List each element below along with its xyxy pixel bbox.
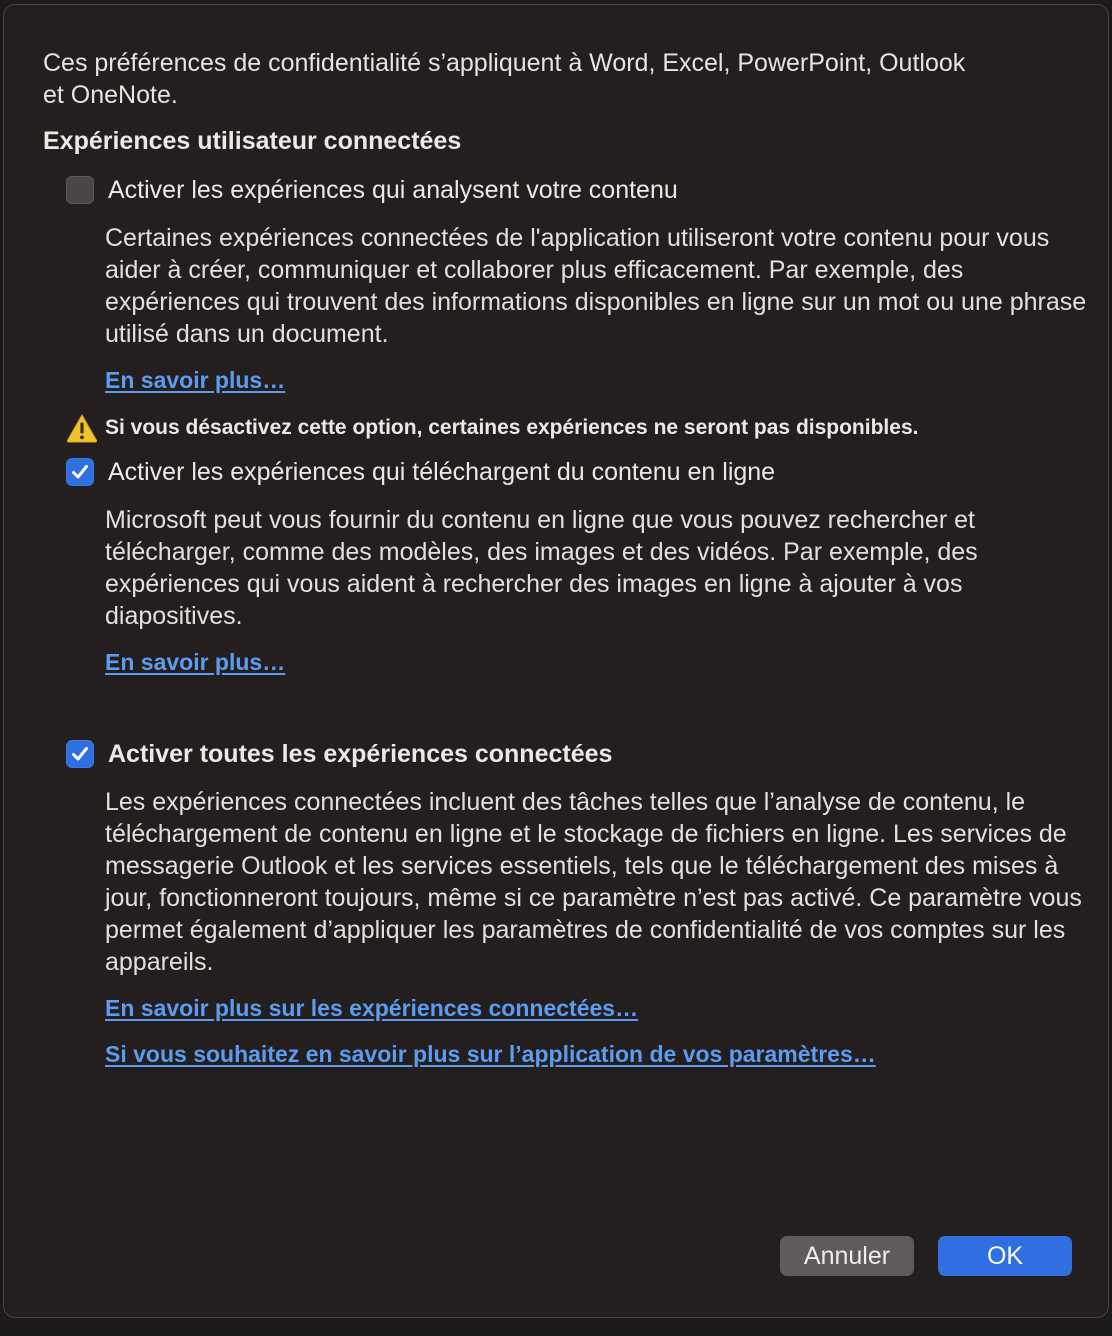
warning-message — [66, 411, 918, 445]
download-content-label[interactable]: Activer les expériences qui téléchargent du contenu en ligne — [108, 458, 776, 486]
download-content-option[interactable] — [66, 456, 775, 488]
warning-text: Si vous désactivez cette option, certaines expériences ne seront pas disponibles. — [105, 416, 919, 439]
learn-more-link-download[interactable]: En savoir plus… — [105, 649, 286, 675]
section-title: Expériences utilisateur connectées — [43, 127, 462, 155]
learn-more-connected-experiences-link[interactable]: En savoir plus sur les expériences connectées… — [105, 995, 639, 1021]
learn-more-link-analyze[interactable]: En savoir plus… — [105, 367, 286, 393]
cancel-button[interactable]: Annuler — [780, 1236, 914, 1276]
checkmark-icon — [70, 744, 90, 764]
download-content-checkbox[interactable] — [66, 458, 94, 486]
warning-triangle-icon — [66, 413, 98, 443]
checkmark-icon — [70, 462, 90, 482]
all-connected-experiences-option[interactable] — [66, 738, 612, 770]
analyze-content-option[interactable] — [66, 174, 678, 206]
download-content-description: Microsoft peut vous fournir du contenu en ligne que vous pouvez rechercher et télécharger, comme des modèles, des images et des vidéos. Par exemple, des expériences qui vous aident à rechercher des images en ligne à ajouter à vos diapositives. — [105, 506, 978, 630]
all-connected-experiences-description: Les expériences connectées incluent des tâches telles que l’analyse de contenu, le téléchargement de contenu en ligne et le stockage de fichiers en ligne. Les services de messagerie Outlook et les services essentiels, tels que le téléchargement des mises à jour, fonctionneront toujours, même si ce paramètre n’est pas activé. Ce paramètre vous permet également d’appliquer les paramètres de confidentialité de vos comptes sur les appareils. — [105, 788, 1082, 976]
intro-text — [43, 47, 1053, 111]
intro-line-1: Ces préférences de confidentialité s’appliquent à Word, Excel, PowerPoint, Outlook — [43, 49, 966, 77]
privacy-settings-dialog — [3, 4, 1109, 1318]
ok-button[interactable]: OK — [938, 1236, 1072, 1276]
all-connected-experiences-label[interactable]: Activer toutes les expériences connectées — [108, 740, 613, 768]
analyze-content-description: Certaines expériences connectées de l'application utiliseront votre contenu pour vous aider à créer, communiquer et collaborer plus efficacement. Par exemple, des expériences qui trouvent des informations disponibles en ligne sur un mot ou une phrase utilisé dans un document. — [105, 224, 1087, 348]
intro-line-2: et OneNote. — [43, 81, 178, 109]
analyze-content-checkbox[interactable] — [66, 176, 94, 204]
all-connected-experiences-checkbox[interactable] — [66, 740, 94, 768]
learn-more-apply-settings-link[interactable]: Si vous souhaitez en savoir plus sur l’application de vos paramètres… — [105, 1041, 876, 1067]
analyze-content-label[interactable]: Activer les expériences qui analysent votre contenu — [108, 176, 678, 204]
